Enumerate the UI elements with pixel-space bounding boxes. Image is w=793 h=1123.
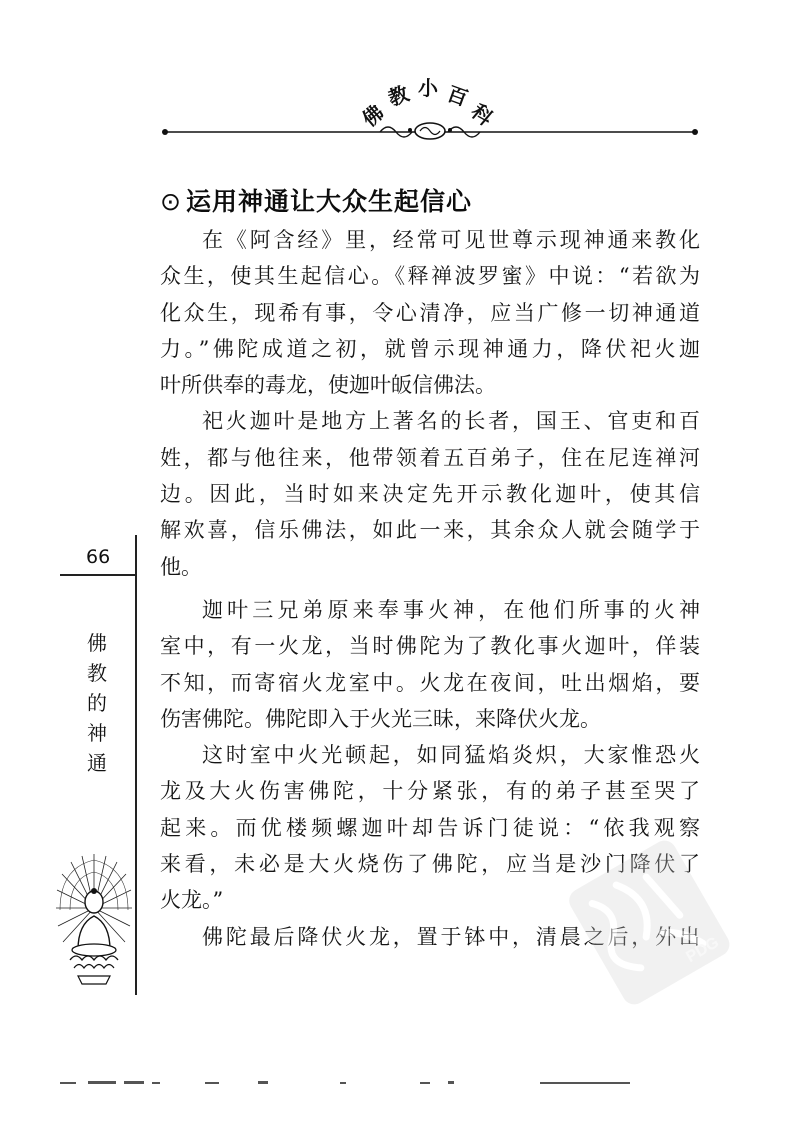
vertical-book-title bbox=[80, 628, 114, 778]
header-ornament-rule bbox=[160, 118, 700, 144]
text-line: 室中，有一火龙，当时佛陀为了教化事火迦叶，佯装 bbox=[160, 634, 700, 659]
text-line: 他。 bbox=[160, 554, 202, 579]
watermark-text: PDG bbox=[683, 934, 722, 967]
text-line: 祀火迦叶是地方上著名的长者，国王、官吏和百 bbox=[202, 409, 700, 434]
text-line: 在《阿含经》里，经常可见世尊示现神通来教化 bbox=[202, 228, 700, 252]
text-line: 姓，都与他往来，他带领着五百弟子，住在尼连禅河 bbox=[160, 445, 700, 470]
paragraph bbox=[160, 592, 700, 737]
text-line: 起来。而优楼频螺迦叶却告诉门徒说：“依我观察 bbox=[160, 815, 700, 840]
text-line: 龙及大火伤害佛陀，十分紧张，有的弟子甚至哭了 bbox=[160, 779, 700, 804]
section-title-text: 运用神通让大众生起信心 bbox=[185, 187, 472, 216]
buddha-illustration-icon bbox=[54, 850, 134, 990]
text-line: 这时室中火光顿起，如同猛焰炎炽，大家惟恐火 bbox=[202, 743, 700, 768]
text-line: 伤害佛陀。佛陀即入于火光三昧，来降伏火龙。 bbox=[160, 706, 601, 731]
margin-rule-horizontal bbox=[60, 574, 136, 576]
header-char: 科 bbox=[466, 99, 498, 131]
vertical-title-char: 通 bbox=[87, 751, 107, 775]
text-line: 边。因此，当时如来决定先开示教化迦叶，使其信 bbox=[160, 482, 700, 507]
vertical-title-char: 教 bbox=[87, 661, 107, 685]
section-bullet-icon: ⊙ bbox=[160, 187, 182, 216]
vertical-title-char: 神 bbox=[87, 721, 107, 745]
text-line: 迦叶三兄弟原来奉事火神，在他们所事的火神 bbox=[202, 597, 700, 622]
vertical-title-char: 的 bbox=[87, 691, 107, 715]
vertical-title-char: 佛 bbox=[87, 631, 107, 655]
header-char: 教 bbox=[385, 81, 413, 111]
scan-artifact-marks bbox=[40, 1080, 740, 1088]
paragraph bbox=[160, 403, 700, 584]
text-line: 火龙。” bbox=[160, 888, 224, 913]
text-line: 叶所供奉的毒龙，使迦叶皈信佛法。 bbox=[160, 373, 496, 398]
text-line: 解欢喜，信乐佛法，如此一来，其余众人就会随学于 bbox=[160, 518, 700, 543]
text-line: 化众生，现希有事，令心清净，应当广修一切神通道 bbox=[160, 300, 700, 325]
header-char: 百 bbox=[443, 81, 471, 111]
text-line: 来看，未必是大火烧伤了佛陀，应当是沙门降伏了 bbox=[160, 852, 700, 877]
margin-rule-vertical bbox=[135, 535, 137, 995]
watermark-seal bbox=[560, 840, 730, 1010]
text-line: 佛陀最后降伏火龙，置于钵中，清晨之后，外出 bbox=[202, 924, 700, 949]
paragraph-gap bbox=[160, 585, 700, 592]
header-char: 小 bbox=[418, 76, 438, 100]
text-line: 不知，而寄宿火龙室中。火龙在夜间，吐出烟焰，要 bbox=[160, 670, 700, 695]
section-heading bbox=[160, 182, 472, 218]
text-line: 众生，使其生起信心。《释禅波罗蜜》中说：“若欲为 bbox=[160, 264, 700, 289]
text-line: 力。”佛陀成道之初，就曾示现神通力，降伏祀火迦 bbox=[160, 336, 700, 361]
page-number: 66 bbox=[86, 546, 111, 568]
header-char: 佛 bbox=[357, 100, 389, 132]
paragraph bbox=[160, 222, 700, 403]
